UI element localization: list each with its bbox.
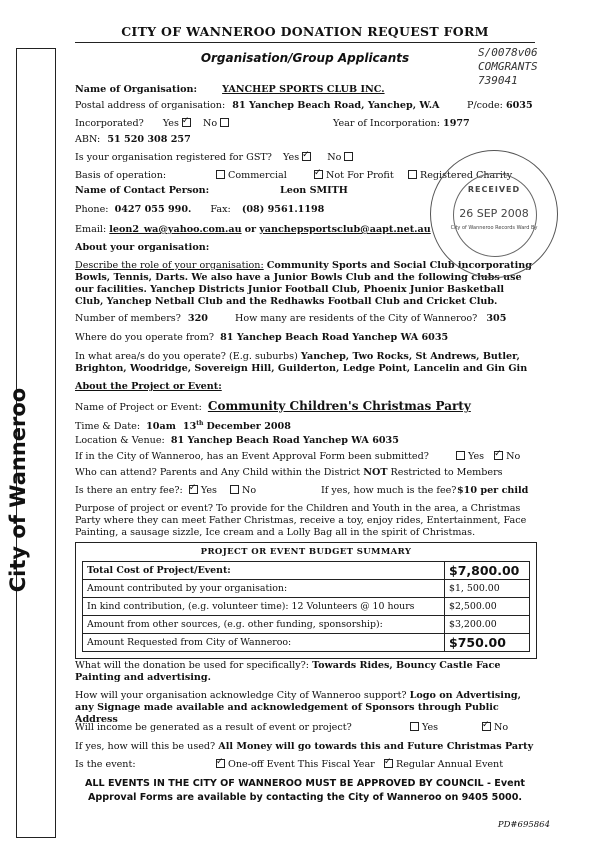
incorporated-label: Incorporated? [75,118,144,129]
budget-row-contributed [82,579,530,597]
approval-options [453,451,520,463]
event-one-off-label: One-off Event This Fiscal Year [228,759,375,770]
postal-value: 81 Yanchep Beach Road, Yanchep, W.A [232,100,440,111]
fee-amount-question: If yes, how much is the fee? [321,485,457,496]
attend-answer-2: Restricted to Members [390,467,503,478]
incorporated-yes-label: Yes [162,118,179,129]
how-used-row [75,741,533,753]
budget-summary-table [75,542,537,659]
attend-answer-1: Parents and Any Child within the District [159,467,361,478]
approval-yes-label: Yes [468,451,485,462]
fee-amount-value: $10 per child [457,485,529,496]
income-no-label: No [494,722,509,733]
donation-use-paragraph [75,660,535,684]
time-value: 10am [146,421,176,433]
year-wrap [333,118,470,130]
fee-row [75,485,529,497]
org-role-value: Community Sports and Social Club incorporating Bowls, Tennis, Darts. We also have a Junior Bowls Club and the following clubs use our facilities. Yanchep Districts Junior Football Club, Phoenix Junior Basketball Club, Yanchep Netball Club and the Redhawks Football Club and Cricket Club. [75,260,532,307]
budget-row-inkind [82,597,530,615]
basis-charity-checkbox[interactable] [408,170,417,179]
event-regular [381,759,503,771]
acknowledge-answer: Logo on Advertising, any Signage made available and acknowledgement of Sponsors through Public Address [75,690,521,725]
email-row [75,224,431,236]
year-label: Year of Incorporation: [333,118,440,129]
footer-notice: ALL EVENTS IN THE CITY OF WANNEROO MUST BE APPROVED BY COUNCIL - Event Approval Forms are available by contacting the City of Wanneroo on 9405 5000. [84,778,526,803]
purpose-value: To provide for the Children and Youth in the area, a Christmas Party where they can meet Father Christmas, receive a toy, enjoy rides, Entertainment, Face Painting, a sausage sizzle, Ice cream and a Lolly Bag all in the spirit of Christmas. [75,503,527,538]
residents-label: How many are residents of the City of Wanneroo? [235,313,478,324]
budget-value: $1, 500.00 [449,583,500,594]
contact-label: Name of Contact Person: [75,185,210,196]
date-day: 13 [182,421,197,433]
gst-no-label: No [327,152,342,163]
org-name-value: YANCHEP SPORTS CLUB INC. [222,84,385,95]
stamp-date: 26 SEP 2008 [459,207,529,220]
approval-no-checkbox[interactable] [494,451,503,460]
venue-label: Location & Venue: [75,435,165,446]
budget-value: $7,800.00 [449,563,520,578]
operate-from-label: Where do you operate from? [75,332,215,343]
gst-row [75,152,356,164]
postal-row [75,100,533,112]
project-name-label: Name of Project or Event: [75,402,202,413]
basis-nfp-checkbox[interactable] [314,170,323,179]
date-rest: December 2008 [206,421,291,433]
basis-commercial [213,170,287,182]
event-type-question: Is the event: [75,759,136,770]
basis-nfp [311,170,394,182]
basis-charity-label: Registered Charity [420,170,513,181]
how-used-answer: All Money will go towards this and Future Christmas Party [218,741,534,752]
income-question: Will income be generated as a result of event or project? [75,722,352,733]
budget-value: $2,500.00 [449,601,497,612]
operate-from-row [75,332,448,344]
time-date-row [75,418,291,433]
year-value: 1977 [443,118,470,129]
fee-no-checkbox[interactable] [230,485,239,494]
budget-row-total [82,561,530,579]
org-role-label: Describe the role of your organisation: [75,260,264,271]
budget-heading: PROJECT OR EVENT BUDGET SUMMARY [200,547,412,557]
area-paragraph [75,351,535,375]
event-regular-label: Regular Annual Event [396,759,504,770]
date-suffix: th [196,420,204,427]
email-label: Email: [75,224,107,235]
income-row [75,722,509,734]
form-subtitle: Organisation/Group Applicants [200,51,410,65]
area-label: In what area/s do you operate? (E.g. suburbs) [75,351,298,362]
incorporated-yes-checkbox[interactable] [182,118,191,127]
gst-label: Is your organisation registered for GST? [75,152,272,163]
gst-yes-label: Yes [283,152,300,163]
basis-nfp-label: Not For Profit [326,170,394,181]
attend-not: NOT [363,467,388,478]
stamp-received-text: RECEIVED [467,185,521,194]
event-type-row [75,759,504,771]
budget-label: Amount from other sources, (e.g. other funding, sponsorship): [83,616,445,633]
handwritten-line: S/0078v06 [478,46,538,59]
contact-value: Leon SMITH [280,185,348,196]
handwritten-line: 739041 [478,74,518,87]
attend-question: Who can attend? [75,467,157,478]
incorporated-no-label: No [202,118,218,129]
incorporated-row [75,118,470,130]
pcode-value: 6035 [505,100,533,111]
email-secondary[interactable]: yanchepsportsclub@aapt.net.au [259,224,431,235]
budget-label: Total Cost of Project/Event: [83,562,445,579]
budget-label: Amount Requested from City of Wanneroo: [83,634,445,651]
venue-value: 81 Yanchep Beach Road Yanchep WA 6035 [170,435,399,446]
stamp-org: City of Wanneroo Records Ward By [450,225,538,231]
basis-commercial-checkbox[interactable] [216,170,225,179]
project-name-row [75,400,471,414]
fax-value: (08) 9561.1198 [241,204,325,215]
purpose-paragraph [75,503,535,539]
income-no [479,722,508,734]
purpose-label: Purpose of project or event? [75,503,213,514]
approval-yes-checkbox[interactable] [456,451,465,460]
members-row [75,313,507,325]
approval-row [75,451,521,463]
operate-from-value: 81 Yanchep Beach Road Yanchep WA 6035 [220,332,449,343]
abn-value: 51 520 308 257 [107,134,191,145]
donation-use-answer: Towards Rides, Bouncy Castle Face Painting and advertising. [75,660,501,683]
org-name-row [75,84,385,96]
about-org-heading: About your organisation: [75,242,210,253]
budget-label: Amount contributed by your organisation: [83,580,445,597]
event-one-off [213,759,375,771]
basis-commercial-label: Commercial [228,170,287,181]
event-regular-checkbox[interactable] [384,759,393,768]
members-value: 320 [187,313,208,324]
fee-question: Is there an entry fee?: [75,485,183,496]
gst-no-checkbox[interactable] [344,152,353,161]
income-no-checkbox[interactable] [482,722,491,731]
basis-row [75,170,513,182]
approval-no-label: No [506,451,521,462]
handwritten-note [478,46,538,88]
fax-label: Fax: [210,204,231,215]
budget-value: $750.00 [449,635,506,650]
project-heading: About the Project or Event: [75,381,222,392]
time-date-label: Time & Date: [75,421,141,433]
budget-row-requested [82,633,530,652]
members-label: Number of members? [75,313,181,324]
email-or: or [244,224,257,235]
abn-label: ABN: [75,134,101,145]
residents-wrap [235,313,506,325]
postal-label: Postal address of organisation: [75,100,226,111]
handwritten-line: COMGRANTS [478,60,538,73]
budget-rows [82,561,530,652]
basis-label: Basis of operation: [75,170,167,181]
received-stamp [430,150,558,278]
attend-row [75,467,503,479]
income-yes-label: Yes [422,722,439,733]
approval-question: If in the City of Wanneroo, has an Event Approval Form been submitted? [75,451,429,462]
org-name-label: Name of Organisation: [75,84,198,95]
income-yes [407,722,438,734]
budget-label: In kind contribution, (e.g. volunteer time): 12 Volunteers @ 10 hours [83,598,445,615]
budget-row-other [82,615,530,633]
fee-yes-label: Yes [200,485,217,496]
pcode-label: P/code: [467,100,503,111]
incorporated-no-checkbox[interactable] [220,118,229,127]
budget-value: $3,200.00 [449,619,497,630]
form-title: CITY OF WANNEROO DONATION REQUEST FORM [75,24,535,43]
event-one-off-checkbox[interactable] [216,759,225,768]
phone-row [75,204,324,216]
side-banner-label: City of Wanneroo [6,387,30,593]
acknowledge-question: How will your organisation acknowledge City of Wanneroo support? [75,690,407,701]
how-used-question: If yes, how will this be used? [75,741,216,752]
fee-no-label: No [242,485,257,496]
donation-use-question: What will the donation be used for specifically?: [75,660,310,671]
phone-value: 0427 055 990. [114,204,192,215]
email-primary[interactable]: leon2_wa@yahoo.com.au [109,224,242,235]
fee-yes-checkbox[interactable] [189,485,198,494]
area-value: Yanchep, Two Rocks, St Andrews, Butler, Brighton, Woodridge, Sovereign Hill, Guilderton, Ledge Point, Lancelin and Gin Gin [75,351,528,374]
abn-row [75,134,191,146]
residents-value: 305 [486,313,507,324]
income-yes-checkbox[interactable] [410,722,419,731]
document-id: PD#695864 [497,820,550,830]
project-name-value: Community Children's Christmas Party [207,399,471,413]
gst-yes-checkbox[interactable] [302,152,311,161]
phone-label: Phone: [75,204,109,215]
pcode-wrap [467,100,533,112]
acknowledge-paragraph [75,690,535,726]
venue-row [75,435,399,447]
contact-row [75,185,348,197]
